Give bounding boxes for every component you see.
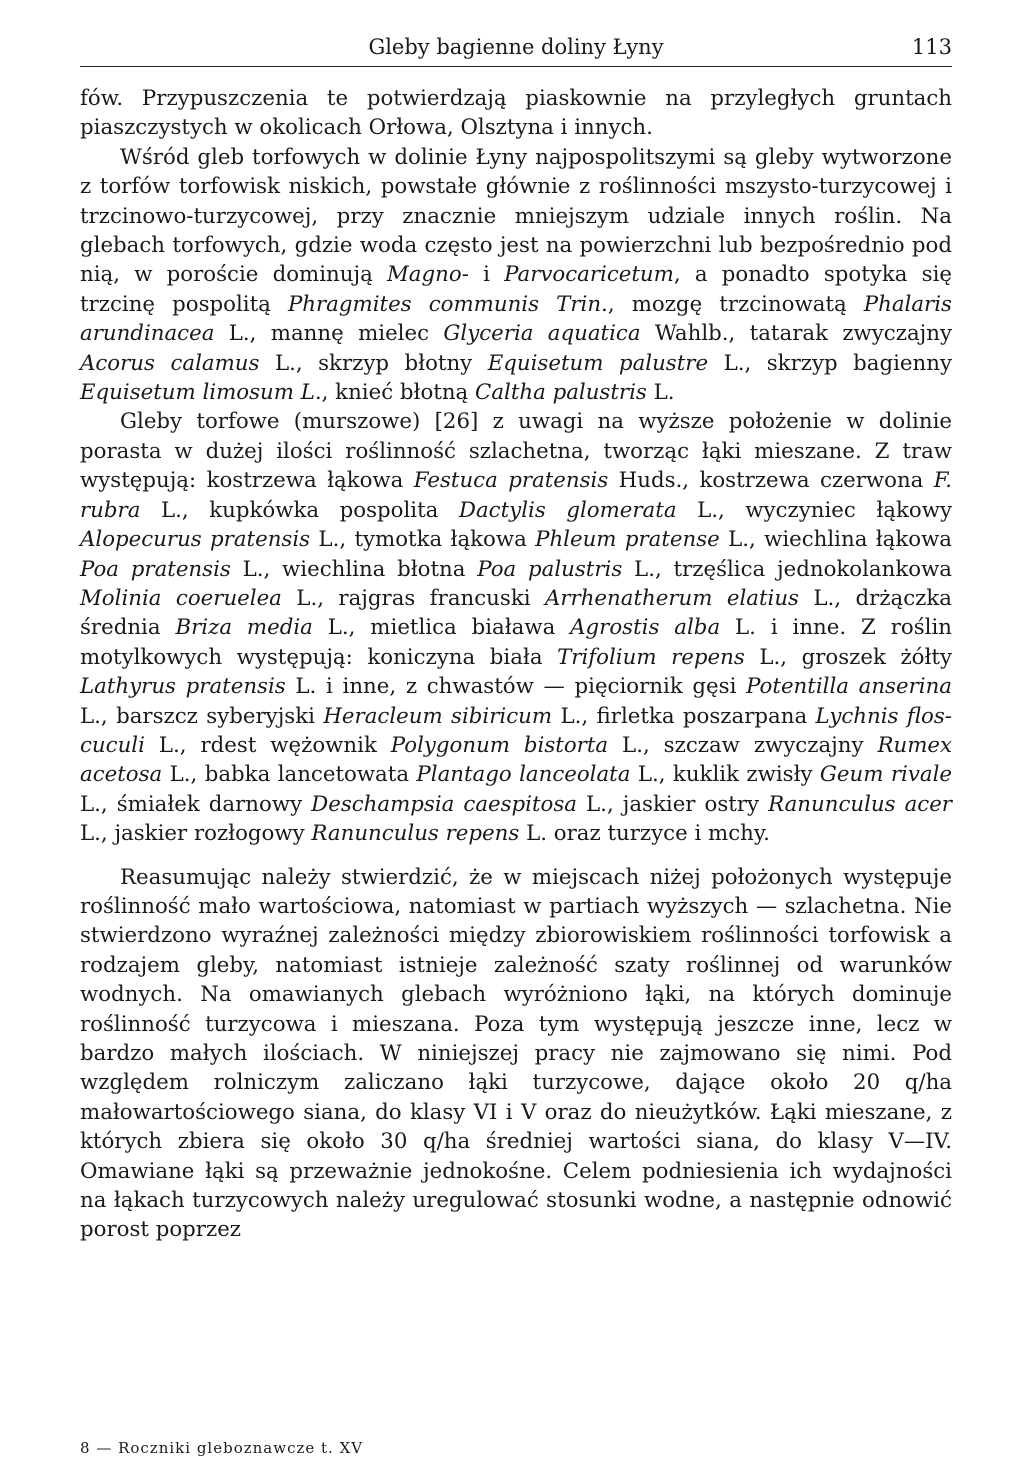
running-title: Gleby bagienne doliny Łyny bbox=[368, 35, 664, 59]
paragraph-muck-soils: Gleby torfowe (murszowe) [26] z uwagi na wyższe położenie w dolinie porasta w dużej ilości roślinność szlachetna, tworząc łąki mieszane. Z traw występują: kostrzewa łąkowa Festuca pratensis Huds., kostrzewa czerwona F. rubra L., kupkówka pospolita Dactylis glomerata L., wyczyniec łąkowy Alopecurus pratensis L., tymotka łąkowa Phleum pratense L., wiechlina łąkowa Poa pratensis L., wiechlina błotna Poa palustris L., trzęślica jednokolankowa Molinia coeruelea L., rajgras francuski Arrhenatherum elatius L., drżączka średnia Briza media L., mietlica biaława Agrostis alba L. i inne. Z roślin motylkowych występują: koniczyna biała Trifolium repens L., groszek żółty Lathyrus pratensis L. i inne, z chwastów — pięciornik gęsi Potentilla anserina L., barszcz syberyjski Heracleum sibiricum L., firletka poszarpana Lychnis flos-cuculi L., rdest wężownik Polygonum bistorta L., szczaw zwyczajny Rumex acetosa L., babka lancetowata Plantago lanceolata L., kuklik zwisły Geum rivale L., śmiałek darnowy Deschampsia caespitosa L., jaskier ostry Ranunculus acer L., jaskier rozłogowy Ranunculus repens L. oraz turzyce i mchy. bbox=[80, 409, 953, 847]
body-text bbox=[80, 84, 952, 1245]
header-rule bbox=[80, 66, 952, 67]
footer-signature: 8 — Roczniki gleboznawcze t. XV bbox=[80, 1439, 364, 1457]
page-number: 113 bbox=[911, 35, 952, 59]
paragraph-continuation: fów. Przypuszczenia te potwierdzają piaskownie na przyległych gruntach piaszczystych w okolicach Orłowa, Olsztyna i innych. bbox=[80, 86, 952, 141]
paragraph-summary: Reasumując należy stwierdzić, że w miejscach niżej położonych występuje roślinność mało wartościowa, natomiast w partiach wyższych — szlachetna. Nie stwierdzono wyraźnej zależności między zbiorowiskiem roślinności torfowisk a rodzajem gleby, natomiast istnieje zależność szaty roślinnej od warunków wodnych. Na omawianych glebach wyróżniono łąki, na których dominuje roślinność turzycowa i mieszana. Poza tym występują jeszcze inne, lecz w bardzo małych ilościach. W niniejszej pracy nie zajmowano się nimi. Pod względem rolniczym zaliczano łąki turzycowe, dające około 20 q/ha małowartościowego siana, do klasy VI i V oraz do nieużytków. Łąki mieszane, z których zbiera się około 30 q/ha średniej wartości siana, do klasy V—IV. Omawiane łąki są przeważnie jednokośne. Celem podniesienia ich wydajności na łąkach turzycowych należy uregulować stosunki wodne, a następnie odnowić porost poprzez bbox=[80, 864, 952, 1243]
page-header bbox=[80, 32, 952, 62]
paragraph-peat-soils: Wśród gleb torfowych w dolinie Łyny najpospolitszymi są gleby wytworzone z torfów torfowisk niskich, powstałe głównie z roślinności mszysto-turzycowej i trzcinowo-turzycowej, przy znacznie mniejszym udziale innych roślin. Na glebach torfowych, gdzie woda często jest na powierzchni lub bezpośrednio pod nią, w poroście dominują Magno- i Parvocaricetum, a ponadto spotyka się trzcinę pospolitą Phragmites communis Trin., mozgę trzcinowatą Phalaris arundinacea L., mannę mielec Glyceria aquatica Wahlb., tatarak zwyczajny Acorus calamus L., skrzyp błotny Equisetum palustre L., skrzyp bagienny Equisetum limosum L., knieć błotną Caltha palustris L. bbox=[80, 144, 953, 406]
